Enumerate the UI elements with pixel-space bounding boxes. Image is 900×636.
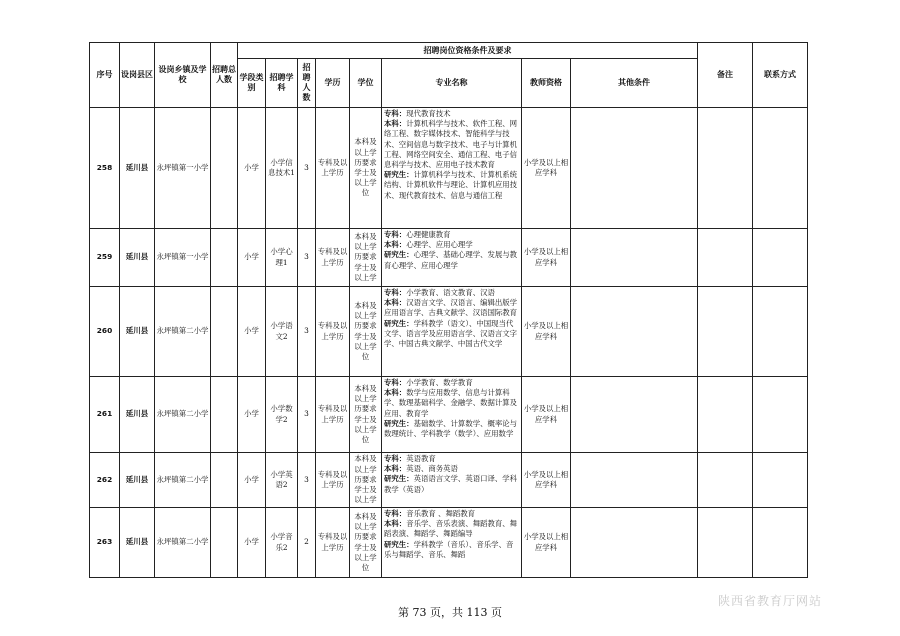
major-level-label: 专科： xyxy=(384,454,407,463)
stage-cell: 小学 xyxy=(238,508,266,578)
major-line xyxy=(384,378,519,388)
major-level-label: 专科： xyxy=(384,378,407,387)
major-level-label: 本科： xyxy=(384,240,407,250)
major-level-label: 研究生： xyxy=(384,170,414,180)
subject-cell: 小学数学2 xyxy=(266,377,298,453)
education-cell: 专科及以上学历 xyxy=(316,508,350,578)
major-cell xyxy=(382,377,522,453)
major-line xyxy=(384,454,519,464)
contact-cell xyxy=(753,377,808,453)
table-body xyxy=(90,43,808,578)
seq-cell: 261 xyxy=(90,377,120,453)
education-cell: 专科及以上学历 xyxy=(316,287,350,377)
major-list-text: 英语、商务英语 xyxy=(406,464,458,474)
count-cell: 3 xyxy=(298,229,316,287)
major-level-label: 专科： xyxy=(384,509,407,518)
major-line xyxy=(384,319,519,350)
contact-cell xyxy=(753,108,808,229)
teacher-cert-cell: 小学及以上相应学科 xyxy=(522,229,571,287)
major-list-text: 计算机科学与技术、计算机系统结构、计算机软件与理论、计算机应用技术、现代教育技术、信息与通信工程 xyxy=(384,170,518,200)
major-level-label: 研究生： xyxy=(384,418,414,428)
major-list-text: 学科教学（音乐）、音乐学、音乐与舞蹈学、音乐、舞蹈 xyxy=(384,539,514,559)
header-stage: 学段类别 xyxy=(238,59,266,108)
other-cell xyxy=(571,108,698,229)
major-list-text: 心理健康教育 xyxy=(406,230,451,239)
school-cell: 永坪镇第二小学 xyxy=(155,287,211,377)
recruitment-table xyxy=(89,42,808,578)
major-level-label: 研究生： xyxy=(384,539,414,549)
major-level-label: 研究生： xyxy=(384,318,414,328)
header-major: 专业名称 xyxy=(382,59,522,108)
contact-cell xyxy=(753,508,808,578)
other-cell xyxy=(571,453,698,508)
recruit-total-cell xyxy=(211,108,238,229)
header-group-title: 招聘岗位资格条件及要求 xyxy=(238,43,698,59)
subject-cell: 小学英语2 xyxy=(266,453,298,508)
header-recruit-total: 招聘总人数 xyxy=(211,43,238,108)
major-list-text: 音乐学、音乐表演、舞蹈教育、舞蹈表演、舞蹈学、舞蹈编导 xyxy=(384,519,518,539)
header-other: 其他条件 xyxy=(571,59,698,108)
other-cell xyxy=(571,287,698,377)
major-list-text: 心理学、应用心理学 xyxy=(406,240,473,250)
major-list-text: 基础数学、计算数学、概率论与数理统计、学科教学（数学）、应用数学 xyxy=(384,418,518,439)
remark-cell xyxy=(698,108,753,229)
major-list-text: 现代教育技术 xyxy=(406,109,451,118)
major-line xyxy=(384,288,519,298)
major-line xyxy=(384,240,519,250)
degree-cell: 本科及以上学历要求学士及以上学位 xyxy=(350,508,382,578)
header-degree: 学位 xyxy=(350,59,382,108)
teacher-cert-cell: 小学及以上相应学科 xyxy=(522,377,571,453)
major-level-label: 本科： xyxy=(384,298,407,308)
school-cell: 永坪镇第二小学 xyxy=(155,508,211,578)
table-row xyxy=(90,108,808,229)
table-row xyxy=(90,453,808,508)
major-list-text: 小学教育、语文教育、汉语 xyxy=(406,288,495,297)
school-cell: 永坪镇第一小学 xyxy=(155,229,211,287)
county-cell: 延川县 xyxy=(120,453,155,508)
contact-cell xyxy=(753,229,808,287)
other-cell xyxy=(571,508,698,578)
subject-cell: 小学音乐2 xyxy=(266,508,298,578)
table-row xyxy=(90,229,808,287)
major-level-label: 本科： xyxy=(384,388,407,398)
major-cell xyxy=(382,287,522,377)
degree-cell: 本科及以上学历要求学士及以上学位 xyxy=(350,287,382,377)
teacher-cert-cell: 小学及以上相应学科 xyxy=(522,287,571,377)
degree-cell: 本科及以上学历要求学士及以上学位 xyxy=(350,108,382,229)
teacher-cert-cell: 小学及以上相应学科 xyxy=(522,453,571,508)
major-level-label: 研究生： xyxy=(384,474,414,484)
seq-cell: 259 xyxy=(90,229,120,287)
remark-cell xyxy=(698,453,753,508)
stage-cell: 小学 xyxy=(238,453,266,508)
header-row-1 xyxy=(90,43,808,59)
major-line xyxy=(384,519,519,539)
count-cell: 3 xyxy=(298,108,316,229)
contact-cell xyxy=(753,287,808,377)
major-level-label: 专科： xyxy=(384,288,407,297)
remark-cell xyxy=(698,287,753,377)
major-list-text: 数学与应用数学、信息与计算科学、数理基础科学、金融学、数据计算及应用、教育学 xyxy=(384,388,518,418)
teacher-cert-cell: 小学及以上相应学科 xyxy=(522,108,571,229)
county-cell: 延川县 xyxy=(120,229,155,287)
major-line xyxy=(384,298,519,318)
school-cell: 永坪镇第二小学 xyxy=(155,453,211,508)
seq-cell: 263 xyxy=(90,508,120,578)
degree-cell: 本科及以上学历要求学士及以上学位 xyxy=(350,377,382,453)
major-line xyxy=(384,419,519,439)
other-cell xyxy=(571,229,698,287)
header-education: 学历 xyxy=(316,59,350,108)
county-cell: 延川县 xyxy=(120,108,155,229)
major-level-label: 专科： xyxy=(384,109,407,118)
major-cell xyxy=(382,453,522,508)
major-list-text: 心理学、基础心理学、发展与教育心理学、应用心理学 xyxy=(384,250,518,270)
count-cell: 3 xyxy=(298,453,316,508)
major-level-label: 本科： xyxy=(384,519,407,529)
header-teacher-cert: 教师资格 xyxy=(522,59,571,108)
major-line xyxy=(384,464,519,474)
table-row xyxy=(90,508,808,578)
recruit-total-cell xyxy=(211,287,238,377)
county-cell: 延川县 xyxy=(120,287,155,377)
header-county: 设岗县区 xyxy=(120,43,155,108)
table-row xyxy=(90,287,808,377)
recruit-total-cell xyxy=(211,508,238,578)
count-cell: 3 xyxy=(298,287,316,377)
major-line xyxy=(384,474,519,494)
other-cell xyxy=(571,377,698,453)
education-cell: 专科及以上学历 xyxy=(316,229,350,287)
major-list-text: 英语语言文学、英语口译、学科教学（英语） xyxy=(384,474,518,494)
major-list-text: 英语教育 xyxy=(406,454,436,463)
stage-cell: 小学 xyxy=(238,287,266,377)
degree-cell: 本科及以上学历要求学士及以上学 xyxy=(350,229,382,287)
recruit-total-cell xyxy=(211,229,238,287)
school-cell: 永坪镇第一小学 xyxy=(155,108,211,229)
subject-cell: 小学语文2 xyxy=(266,287,298,377)
stage-cell: 小学 xyxy=(238,108,266,229)
watermark: 陕西省教育厅网站 xyxy=(718,594,823,608)
teacher-cert-cell: 小学及以上相应学科 xyxy=(522,508,571,578)
education-cell: 专科及以上学历 xyxy=(316,453,350,508)
major-list-text: 音乐教育 、舞蹈教育 xyxy=(406,509,476,518)
subject-cell: 小学信息技术1 xyxy=(266,108,298,229)
stage-cell: 小学 xyxy=(238,229,266,287)
major-line xyxy=(384,509,519,519)
recruit-total-cell xyxy=(211,377,238,453)
contact-cell xyxy=(753,453,808,508)
major-line xyxy=(384,250,519,270)
seq-cell: 262 xyxy=(90,453,120,508)
remark-cell xyxy=(698,377,753,453)
county-cell: 延川县 xyxy=(120,377,155,453)
header-seq: 序号 xyxy=(90,43,120,108)
school-cell: 永坪镇第二小学 xyxy=(155,377,211,453)
count-cell: 3 xyxy=(298,377,316,453)
major-line xyxy=(384,230,519,240)
header-contact: 联系方式 xyxy=(753,43,808,108)
major-level-label: 专科： xyxy=(384,230,407,239)
major-cell xyxy=(382,508,522,578)
remark-cell xyxy=(698,508,753,578)
major-line xyxy=(384,170,519,201)
major-list-text: 小学教育、数学教育 xyxy=(406,378,473,387)
major-line xyxy=(384,119,519,170)
remark-cell xyxy=(698,229,753,287)
major-level-label: 本科： xyxy=(384,119,407,129)
major-cell xyxy=(382,229,522,287)
header-subject: 招聘学科 xyxy=(266,59,298,108)
major-cell xyxy=(382,108,522,229)
major-line xyxy=(384,540,519,560)
major-list-text: 汉语言文学、汉语言、编辑出版学 应用语言学、古典文献学、汉语国际教育 xyxy=(384,298,518,318)
recruit-total-cell xyxy=(211,453,238,508)
education-cell: 专科及以上学历 xyxy=(316,108,350,229)
seq-cell: 258 xyxy=(90,108,120,229)
major-list-text: 计算机科学与技术、软件工程、网络工程、数字媒体技术、智能科学与技术、空间信息与数字技术、电子与计算机工程、网络空间安全、通信工程、电子信息科学与技术、应用电子技术教育 xyxy=(384,119,518,170)
count-cell: 2 xyxy=(298,508,316,578)
seq-cell: 260 xyxy=(90,287,120,377)
education-cell: 专科及以上学历 xyxy=(316,377,350,453)
header-remark: 备注 xyxy=(698,43,753,108)
stage-cell: 小学 xyxy=(238,377,266,453)
major-line xyxy=(384,109,519,119)
header-count: 招聘人数 xyxy=(298,59,316,108)
table-row xyxy=(90,377,808,453)
major-line xyxy=(384,388,519,419)
major-level-label: 研究生： xyxy=(384,250,414,260)
page-number: 第 73 页，共 113 页 xyxy=(398,606,502,619)
header-town-school: 设岗乡镇及学校 xyxy=(155,43,211,108)
subject-cell: 小学心理1 xyxy=(266,229,298,287)
major-level-label: 本科： xyxy=(384,464,407,474)
major-list-text: 学科教学（语文）、中国现当代文学、语言学及应用语言学、汉语言文字学、中国古典文献学、中国古代文学 xyxy=(384,318,518,349)
county-cell: 延川县 xyxy=(120,508,155,578)
degree-cell: 本科及以上学历要求学士及以上学 xyxy=(350,453,382,508)
